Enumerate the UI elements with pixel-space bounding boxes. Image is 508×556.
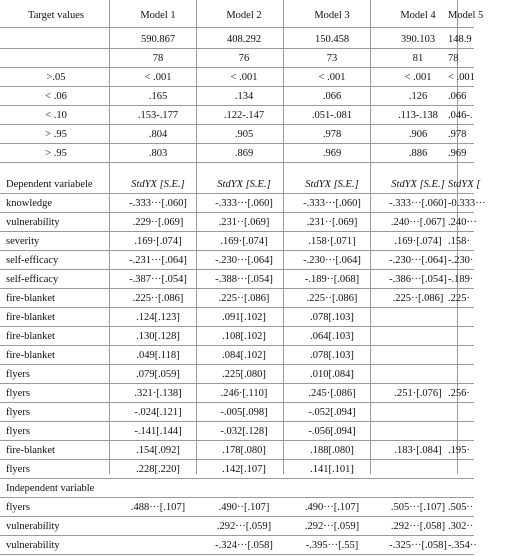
row-label-cell: self-efficacy bbox=[6, 255, 59, 266]
table-row bbox=[0, 479, 474, 499]
table-cell: .505···[.107] bbox=[390, 502, 446, 513]
table-cell: -.005[.098] bbox=[220, 407, 268, 418]
row-label-cell: flyers bbox=[6, 502, 30, 513]
table-cell: -.333···[.060] bbox=[389, 198, 447, 209]
row-label-cell: < .06 bbox=[45, 91, 67, 102]
header-cell-model-5: Model 5 bbox=[448, 10, 484, 21]
table-cell: .010[.084] bbox=[310, 369, 354, 380]
table-cell: .225[.080] bbox=[222, 369, 266, 380]
table-row bbox=[0, 30, 474, 50]
table-cell: -.354·· bbox=[448, 540, 477, 551]
table-cell: 148.9 bbox=[448, 34, 472, 45]
row-label-cell: fire-blanket bbox=[6, 293, 55, 304]
table-row bbox=[0, 517, 474, 537]
table-cell bbox=[448, 403, 508, 423]
table-cell: .246·[.110] bbox=[220, 388, 268, 399]
table-cell: .046-. bbox=[448, 110, 473, 121]
table-cell: .488···[.107] bbox=[130, 502, 186, 513]
table-row bbox=[0, 251, 474, 271]
table-row bbox=[0, 232, 474, 252]
table-cell: .225··[.086] bbox=[132, 293, 184, 304]
row-label-cell: flyers bbox=[6, 426, 30, 437]
table-cell: .978 bbox=[322, 129, 342, 140]
table-cell: .158· bbox=[448, 236, 470, 247]
table-cell bbox=[116, 479, 200, 499]
row-label-cell: fire-blanket bbox=[6, 331, 55, 342]
table-cell: StdYX [S.E.] bbox=[217, 179, 271, 190]
table-cell: .240··· bbox=[448, 217, 477, 228]
table-cell: -.386···[.054] bbox=[389, 274, 447, 285]
table-cell: .505·· bbox=[448, 502, 474, 513]
table-cell: .292···[.059] bbox=[304, 521, 360, 532]
table-cell bbox=[116, 536, 200, 556]
table-cell: .141[.101] bbox=[310, 464, 354, 475]
header-cell-model-4: Model 4 bbox=[400, 10, 436, 21]
table-cell: 150.458 bbox=[314, 34, 350, 45]
table-row bbox=[0, 125, 474, 145]
table-cell: .803 bbox=[148, 148, 168, 159]
table-cell: .905 bbox=[234, 129, 254, 140]
table-cell: 408.292 bbox=[226, 34, 262, 45]
table-cell: .134 bbox=[234, 91, 254, 102]
table-cell: -.189· bbox=[448, 274, 474, 285]
table-cell: .122-.147 bbox=[223, 110, 265, 121]
table-cell: 590.867 bbox=[140, 34, 176, 45]
table-row bbox=[0, 68, 474, 88]
table-cell: StdYX [S.E.] bbox=[305, 179, 359, 190]
table-cell: -.333···[.060] bbox=[215, 198, 273, 209]
row-label-cell: knowledge bbox=[6, 198, 53, 209]
table-cell: .302·· bbox=[448, 521, 474, 532]
row-label-cell: flyers bbox=[6, 369, 30, 380]
table-cell: -.032[.128] bbox=[220, 426, 268, 437]
header-cell-target: Target values bbox=[28, 10, 84, 21]
table-cell: .969 bbox=[448, 148, 467, 159]
table-cell: 78 bbox=[448, 53, 459, 64]
table-cell: -.324···[.058] bbox=[215, 540, 273, 551]
table-cell: < .001 bbox=[318, 72, 346, 83]
table-cell: .158·[.071] bbox=[308, 236, 356, 247]
row-label-cell: >.05 bbox=[46, 72, 66, 83]
row-label-cell: self-efficacy bbox=[6, 274, 59, 285]
table-cell: .251·[.076] bbox=[394, 388, 442, 399]
table-cell: 390.103 bbox=[400, 34, 436, 45]
table-row bbox=[0, 270, 474, 290]
table-cell bbox=[290, 479, 374, 499]
table-cell: < .001 bbox=[448, 72, 475, 83]
table-cell: .225··[.086] bbox=[306, 293, 358, 304]
table-cell: .113-.138 bbox=[398, 110, 438, 121]
table-cell: -.230···[.064] bbox=[389, 255, 447, 266]
table-cell: .869 bbox=[234, 148, 254, 159]
table-cell: StdYX [S.E.] bbox=[131, 179, 185, 190]
table-cell: .165 bbox=[148, 91, 168, 102]
table-cell: < .001 bbox=[144, 72, 172, 83]
table-cell bbox=[202, 479, 286, 499]
table-cell: .292···[.058] bbox=[390, 521, 446, 532]
table-row bbox=[0, 365, 474, 385]
table-cell: .091[.102] bbox=[222, 312, 266, 323]
table-cell: .178[.080] bbox=[222, 445, 266, 456]
table-cell: -.024[.121] bbox=[134, 407, 182, 418]
row-label-cell: vulnerability bbox=[6, 540, 60, 551]
table-row bbox=[0, 175, 481, 195]
table-cell bbox=[116, 517, 200, 537]
header-cell-model-1: Model 1 bbox=[140, 10, 176, 21]
table-cell: -.388···[.054] bbox=[215, 274, 273, 285]
table-cell: .978 bbox=[448, 129, 467, 140]
table-cell: .078[.103] bbox=[310, 350, 354, 361]
row-label-cell: flyers bbox=[6, 464, 30, 475]
table-cell: StdYX [S.E.] bbox=[391, 179, 445, 190]
table-row bbox=[0, 346, 474, 366]
table-cell: .321·[.138] bbox=[134, 388, 182, 399]
table-cell: .906 bbox=[408, 129, 428, 140]
table-cell: .066 bbox=[322, 91, 342, 102]
row-label-cell: < .10 bbox=[45, 110, 67, 121]
table-row bbox=[0, 403, 474, 423]
table-cell: .124[.123] bbox=[136, 312, 180, 323]
table-cell: -.231···[.064] bbox=[129, 255, 187, 266]
table-cell: < .001 bbox=[404, 72, 432, 83]
table-cell: 78 bbox=[152, 53, 164, 64]
row-rule bbox=[0, 554, 474, 555]
table-cell: -.230···[.064] bbox=[303, 255, 361, 266]
table-cell: -0.333··· bbox=[448, 198, 486, 209]
table-row bbox=[0, 460, 474, 480]
table-cell: .183·[.084] bbox=[394, 445, 442, 456]
table-cell: .079[.059] bbox=[136, 369, 180, 380]
table-cell: .078[.103] bbox=[310, 312, 354, 323]
table-cell: .188[.080] bbox=[310, 445, 354, 456]
table-cell: .886 bbox=[408, 148, 428, 159]
row-label-cell: severity bbox=[6, 236, 40, 247]
row-label-cell: fire-blanket bbox=[6, 312, 55, 323]
table-cell: -.325···[.058] bbox=[389, 540, 447, 551]
table-header-row bbox=[0, 6, 484, 26]
table-cell: .292···[.059] bbox=[216, 521, 272, 532]
row-label-cell: > .95 bbox=[45, 148, 67, 159]
table-cell: .154[.092] bbox=[136, 445, 180, 456]
table-cell: < .001 bbox=[230, 72, 258, 83]
table-cell bbox=[448, 308, 508, 328]
table-cell: .108[.102] bbox=[222, 331, 266, 342]
table-cell: .169·[.074] bbox=[394, 236, 442, 247]
row-label-cell bbox=[6, 49, 106, 69]
table-cell: .969 bbox=[322, 148, 342, 159]
table-cell: .225··[.086] bbox=[392, 293, 444, 304]
table-row bbox=[0, 213, 477, 233]
table-cell: .225··[.086] bbox=[218, 293, 270, 304]
row-label-cell: vulnerability bbox=[6, 521, 60, 532]
table-cell: .225· bbox=[448, 293, 470, 304]
table-cell: .142[.107] bbox=[222, 464, 266, 475]
row-label-cell: vulnerability bbox=[6, 217, 60, 228]
table-cell: -.333···[.060] bbox=[303, 198, 361, 209]
table-row bbox=[0, 422, 474, 442]
table-cell: .195· bbox=[448, 445, 470, 456]
table-cell bbox=[448, 327, 508, 347]
table-cell: .130[.128] bbox=[136, 331, 180, 342]
table-cell: .169·[.074] bbox=[220, 236, 268, 247]
table-row bbox=[0, 144, 474, 164]
table-row bbox=[0, 289, 474, 309]
table-cell: .256· bbox=[448, 388, 470, 399]
table-cell: .229··[.069] bbox=[132, 217, 184, 228]
table-cell: StdYX [ bbox=[448, 179, 481, 190]
table-row bbox=[0, 49, 474, 69]
table-row bbox=[0, 87, 474, 107]
table-cell: .231··[.069] bbox=[306, 217, 358, 228]
table-cell bbox=[448, 346, 508, 366]
table-cell bbox=[448, 365, 508, 385]
table-cell bbox=[448, 479, 508, 499]
table-cell: .245·[.086] bbox=[308, 388, 356, 399]
table-cell: .240···[.067] bbox=[390, 217, 446, 228]
table-row bbox=[0, 194, 486, 214]
table-row bbox=[0, 384, 474, 404]
table-cell: .490···[.107] bbox=[304, 502, 360, 513]
table-cell: .231··[.069] bbox=[218, 217, 270, 228]
table-cell: .049[.118] bbox=[136, 350, 180, 361]
table-cell: -.189··[.068] bbox=[304, 274, 360, 285]
table-cell: .228[.220] bbox=[136, 464, 180, 475]
table-cell: -.333···[.060] bbox=[129, 198, 187, 209]
table-cell: -.052[.094] bbox=[308, 407, 356, 418]
table-cell: .051-.081 bbox=[311, 110, 353, 121]
row-label-cell: flyers bbox=[6, 388, 30, 399]
row-rule bbox=[0, 162, 474, 163]
row-label-cell: Independent variable bbox=[6, 483, 95, 494]
header-cell-model-2: Model 2 bbox=[226, 10, 262, 21]
table-cell: -.056[.094] bbox=[308, 426, 356, 437]
table-cell: .153-.177 bbox=[137, 110, 179, 121]
table-cell: .804 bbox=[148, 129, 168, 140]
table-cell bbox=[448, 460, 508, 480]
table-row bbox=[0, 327, 474, 347]
table-row bbox=[0, 536, 477, 556]
table-cell: -.230· bbox=[448, 255, 474, 266]
row-label-cell bbox=[6, 30, 106, 50]
table-row bbox=[0, 441, 474, 461]
table-cell: .066 bbox=[448, 91, 467, 102]
table-cell: .084[.102] bbox=[222, 350, 266, 361]
table-cell: .169·[.074] bbox=[134, 236, 182, 247]
row-label-cell: fire-blanket bbox=[6, 350, 55, 361]
table-cell: .490··[.107] bbox=[218, 502, 270, 513]
header-cell-model-3: Model 3 bbox=[314, 10, 350, 21]
table-cell: 73 bbox=[326, 53, 338, 64]
row-label-cell: fire-blanket bbox=[6, 445, 55, 456]
table-cell: -.395···[.55] bbox=[305, 540, 359, 551]
table-cell: .064[.103] bbox=[310, 331, 354, 342]
table-cell: -.387···[.054] bbox=[129, 274, 187, 285]
table-row bbox=[0, 498, 474, 518]
row-label-cell: Dependent variabele bbox=[6, 179, 93, 190]
table-row bbox=[0, 308, 474, 328]
row-label-cell: flyers bbox=[6, 407, 30, 418]
table-cell: 76 bbox=[238, 53, 250, 64]
table-row bbox=[0, 106, 474, 126]
table-cell: -.230···[.064] bbox=[215, 255, 273, 266]
table-cell: .126 bbox=[408, 91, 428, 102]
row-rule bbox=[0, 27, 474, 28]
table-cell: -.141[.144] bbox=[134, 426, 182, 437]
table-cell bbox=[448, 422, 508, 442]
table-cell: 81 bbox=[412, 53, 424, 64]
row-label-cell: > .95 bbox=[45, 129, 67, 140]
